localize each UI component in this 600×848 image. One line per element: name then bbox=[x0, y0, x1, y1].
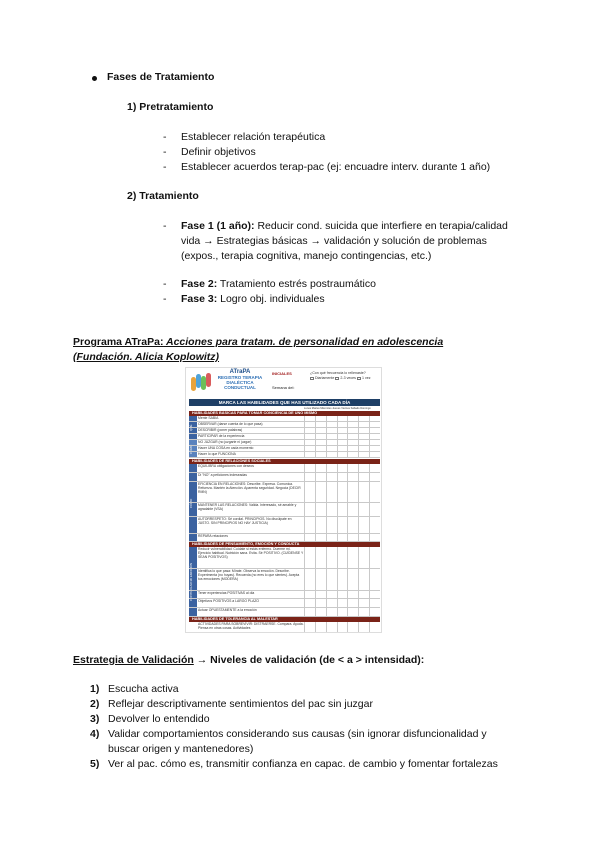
dash-bullet: - bbox=[163, 146, 167, 158]
row-text: MANTENER LAS RELACIONES: Valida. Interesado, sé amable y agradable (VSA) bbox=[198, 503, 297, 511]
row-text: Hacer lo que FUNCIONA bbox=[198, 452, 236, 456]
validacion-rest: → Niveles de validación (de < a > intensidad): bbox=[193, 654, 425, 666]
worksheet-row bbox=[189, 503, 380, 517]
list-item: Definir objetivos bbox=[181, 146, 256, 158]
fase1-text: Reducir cond. suicida que interfiere en terapia/calidad bbox=[254, 220, 508, 232]
dash-bullet: - bbox=[163, 278, 167, 290]
numbered-marker: 3) bbox=[90, 713, 100, 725]
iniciales-label: INICIALES bbox=[272, 371, 292, 376]
row-text: EQUILIBRA obligaciones con deseos bbox=[198, 464, 254, 468]
worksheet-section: HABILIDADES DE RELACIONES SOCIALES bbox=[189, 459, 380, 464]
side-label: CÓMO bbox=[189, 440, 197, 458]
programa-title: Acciones para tratam. de personalidad en adolescencia bbox=[163, 336, 444, 348]
row-text: Reducir vulnerabilidad: Cuídate si estás enfermo. Duerme mi. Ejercicio habitual. Nutrición sana. Evita. Sé POSITIVO. (CUÍDENSE Y SEAN POSITIVOS) bbox=[198, 547, 304, 559]
validacion-heading bbox=[73, 654, 424, 666]
worksheet-row bbox=[189, 599, 380, 608]
dash-bullet: - bbox=[163, 220, 167, 232]
row-text: Actuar OPUESTAMENTE a la emoción bbox=[198, 608, 257, 612]
row-text: Hacer UNA COSA en cada momento bbox=[198, 446, 254, 450]
row-text: Tener experiencias POSITIVAS al día bbox=[198, 591, 255, 595]
checkbox-icon bbox=[357, 377, 361, 380]
worksheet-row bbox=[189, 473, 380, 482]
subheading-tratamiento: 2) Tratamiento bbox=[127, 190, 199, 202]
row-text: PARTICIPAR de la experiencia bbox=[198, 434, 245, 438]
fase2-line bbox=[181, 278, 376, 290]
bullet-icon bbox=[92, 76, 97, 81]
worksheet-brand bbox=[214, 370, 266, 390]
row-text: DESCRIBIR (poner palabras) bbox=[198, 428, 243, 432]
row-text: Objetivos POSITIVOS a LARGO PLAZO bbox=[198, 599, 260, 603]
worksheet-row bbox=[189, 591, 380, 599]
worksheet-section: HABILIDADES DE PENSAMIENTO, EMOCIÓN Y CONDUCTA bbox=[189, 542, 380, 547]
freq-option: 2-3 veces bbox=[340, 376, 356, 380]
numbered-marker: 4) bbox=[90, 728, 100, 740]
numbered-marker: 1) bbox=[90, 683, 100, 695]
programa-heading-line2 bbox=[73, 351, 219, 363]
fase3-line bbox=[181, 293, 325, 305]
row-text: Di "NO" a peticiones indeseadas bbox=[198, 473, 247, 477]
fase3-label: Fase 3: bbox=[181, 293, 218, 305]
row-text: AUTORRESPETO: Sé cordial. PRINCIPIOS. No discúlpate en JUSTO. SIN PRINCIPIOS NO HAY JUSTICIA) bbox=[198, 517, 292, 525]
worksheet-row bbox=[189, 464, 380, 473]
semana-label: Semana del: bbox=[272, 385, 295, 390]
numbered-item: Reflejar descriptivamente sentimientos del pac sin juzgar bbox=[108, 698, 373, 710]
row-text: NO JUZGAR (no juzgarte ni juzgar) bbox=[198, 440, 252, 444]
brand-line: CONDUCTUAL bbox=[224, 385, 256, 390]
numbered-item: Ver al pac. cómo es, transmitir confianza en capac. de cambio y fomentar fortalezas bbox=[108, 758, 498, 770]
checkbox-icon bbox=[335, 377, 339, 380]
fase1-line2: vida → Estrategias básicas → validación y solución de problemas bbox=[181, 235, 487, 247]
atrapa-logo-icon bbox=[190, 371, 214, 393]
brand-line: ATraPA bbox=[229, 369, 251, 375]
freq-option: Diariamente bbox=[315, 376, 335, 380]
row-text: OBSERVAR (darse cuenta de lo que pasa) bbox=[198, 422, 263, 426]
numbered-item: Escucha activa bbox=[108, 683, 179, 695]
numbered-item: Validar comportamientos considerando sus causas (sin ignorar disfuncionalidad y bbox=[108, 728, 487, 740]
atrapa-worksheet-image bbox=[185, 367, 382, 633]
programa-heading bbox=[73, 336, 443, 348]
row-text: Mente SABIA bbox=[198, 416, 219, 420]
worksheet-row bbox=[189, 452, 380, 458]
programa-label: Programa ATraPa: bbox=[73, 336, 164, 348]
numbered-item: Devolver lo entendido bbox=[108, 713, 210, 725]
brand-line: REGISTRO TERAPIA bbox=[217, 375, 263, 380]
frequency-question: ¿Con qué frecuencia lo rellenaste? bbox=[310, 371, 366, 375]
worksheet-row bbox=[189, 482, 380, 503]
worksheet-row bbox=[189, 547, 380, 569]
row-text: REPARA relaciones bbox=[198, 534, 228, 538]
numbered-marker: 2) bbox=[90, 698, 100, 710]
side-label: QUÉ bbox=[189, 416, 197, 440]
side-label: CÓMO bbox=[189, 464, 197, 542]
row-text: EFICIENCIA EN RELACIONES: Describe. Expresa. Comunica. Refuerza. Mantén la Atención. Aparenta seguridad. Negocia (DECIR RMN) bbox=[198, 482, 301, 494]
checkbox-icon bbox=[310, 377, 314, 380]
numbered-marker: 5) bbox=[90, 758, 100, 770]
row-text: Identifica lo que pasa: Mírate. Observa la emoción. Describe. Experimenta (no huyas). Recuerda (no eres lo que sientes). Acepta tus emociones (MODERA) bbox=[198, 569, 300, 581]
freq-option: 1 vez bbox=[361, 376, 371, 380]
worksheet-row bbox=[189, 517, 380, 534]
worksheet-row bbox=[189, 622, 380, 633]
worksheet-section: HABILIDADES DE TOLERANCIA AL MALESTAR bbox=[189, 617, 380, 622]
side-label: CONTROLAR MI EMOCIÓN bbox=[189, 547, 197, 617]
brand-line: DIALÉCTICA bbox=[226, 380, 254, 385]
fase1-line bbox=[181, 220, 508, 232]
subheading-pretratamiento: 1) Pretratamiento bbox=[127, 101, 214, 113]
numbered-item-continued: buscar origen y mantenedores) bbox=[108, 743, 254, 755]
list-item: Establecer relación terapéutica bbox=[181, 131, 326, 143]
fase2-text: Tratamiento estrés postraumático bbox=[217, 278, 376, 290]
validacion-label: Estrategia de Validación bbox=[73, 654, 194, 666]
worksheet-row bbox=[189, 608, 380, 617]
fase1-line3: (expos., terapia cognitiva, manejo contingencias, etc.) bbox=[181, 250, 432, 262]
dash-bullet: - bbox=[163, 131, 167, 143]
section-title-fases: Fases de Tratamiento bbox=[107, 71, 215, 83]
dash-bullet: - bbox=[163, 161, 167, 173]
fase1-label: Fase 1 (1 año): bbox=[181, 220, 255, 232]
fase3-text: Logro obj. individuales bbox=[217, 293, 325, 305]
fase2-label: Fase 2: bbox=[181, 278, 218, 290]
worksheet-title: MARCA LAS HABILIDADES QUE HAS UTILIZADO CADA DÍA bbox=[189, 399, 380, 406]
frequency-options bbox=[310, 376, 371, 381]
programa-source: (Fundación. Alicia Koplowitz) bbox=[73, 351, 220, 363]
dash-bullet: - bbox=[163, 293, 167, 305]
row-text: ACTIVIDADES PARA SOBREVIVIR: DISTRAERSE. Compara. Ayuda. Piensa en otras cosas. Actividades bbox=[198, 622, 304, 630]
worksheet-row bbox=[189, 534, 380, 542]
worksheet-meta bbox=[272, 371, 294, 391]
worksheet-section: HABILIDADES BÁSICAS PARA TOMAR CONCIENCIA DE UNO MISMO bbox=[189, 411, 380, 416]
frequency-box bbox=[310, 371, 371, 381]
worksheet-header bbox=[186, 368, 382, 400]
list-item: Establecer acuerdos terap-pac (ej: encuadre interv. durante 1 año) bbox=[181, 161, 491, 173]
days-header: Lunes Martes Miércoles Jueves Viernes Sábado Domingo bbox=[304, 407, 371, 410]
worksheet-row bbox=[189, 569, 380, 591]
